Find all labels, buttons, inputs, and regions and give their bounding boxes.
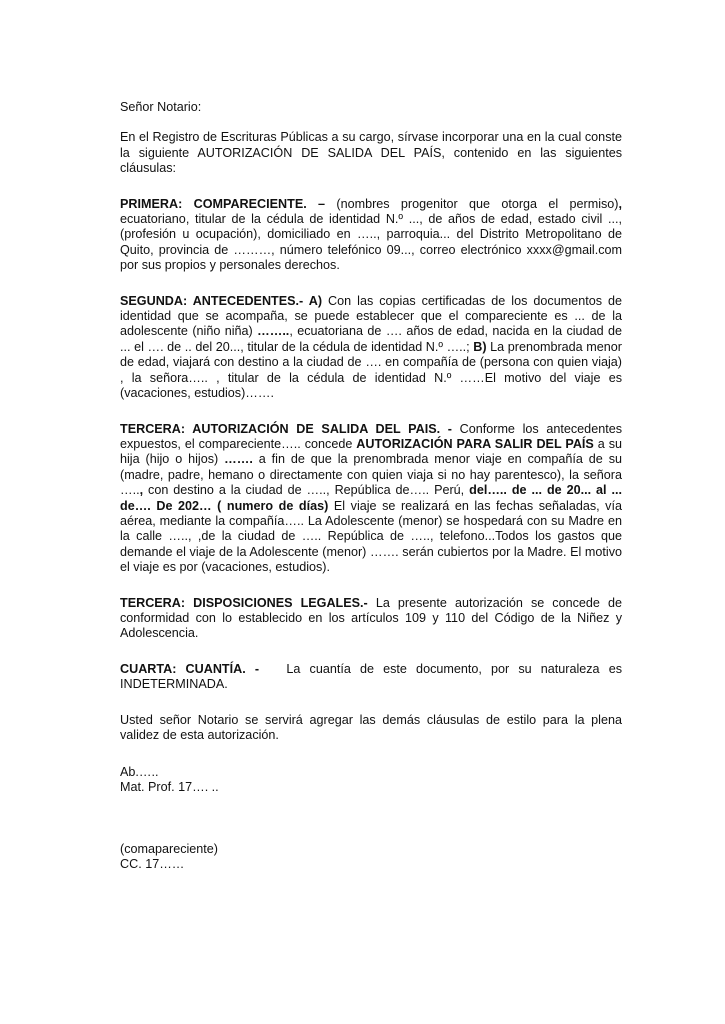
document-page [120, 100, 626, 872]
lawyer-registration: Mat. Prof. 17…. .. [120, 780, 219, 795]
clause-primera-heading: PRIMERA: COMPARECIENTE. – [120, 196, 326, 211]
clause-segunda-text-a-cont: , ecuatoriana de …. años de edad, nacida en la ciudad de ... el …. de .. del 20..., titular de la cédula de identidad N.º …..; [120, 324, 622, 354]
clause-tercera-disposiciones-text: La presente autorización se concede de conformidad con lo establecido en los artículos 109 y 110 del Código de la Niñez y Adolescencia. [120, 595, 623, 641]
lawyer-signature-block [120, 765, 219, 796]
clause-cuarta-heading: CUARTA: CUANTÍA. - [120, 661, 260, 676]
clause-primera-text: (nombres progenitor que otorga el permiso) [325, 196, 619, 211]
appearing-party-id: CC. 17…… [120, 857, 185, 872]
clause-tercera-text-4: con destino a la ciudad de ….., República de….. Perú, [143, 483, 470, 498]
clause-tercera-disposiciones-heading: TERCERA: DISPOSICIONES LEGALES.- [120, 595, 368, 610]
clause-tercera-bold-1: AUTORIZACIÓN PARA SALIR DEL PAÍS [356, 436, 594, 451]
appearing-party-name: (comapareciente) [120, 842, 218, 856]
appearing-party-signature-block [120, 842, 218, 873]
clause-segunda [120, 294, 622, 402]
clause-cuarta [120, 661, 626, 693]
clause-tercera-bold-4: del….. de ... de 20... al ... de…. De 202… ( numero de días) [120, 483, 622, 513]
clause-tercera-bold-2: ……. [224, 452, 253, 467]
salutation: Señor Notario: [120, 100, 202, 114]
clause-segunda-text-a: Con las copias certificadas de los documentos de identidad que se acompaña, se puede establecer que el compareciente es ... de la adolescente (niño niña) [120, 293, 622, 339]
clause-tercera-text-3: a fin de que la prenombrada menor viaje en compañía de su (madre, padre, hemano o directamente con quien viaja si no hay parentesco), la señora ….. [120, 452, 622, 498]
intro-paragraph: En el Registro de Escrituras Públicas a su cargo, sírvase incorporar una en la cual conste la siguiente AUTORIZACIÓN DE SALIDA DEL PAÍS, contenido en las siguientes cláusulas: [120, 130, 622, 176]
clause-segunda-label-b: B) [469, 339, 487, 354]
clause-tercera-autorizacion [120, 422, 622, 576]
clause-tercera-autorizacion-heading: TERCERA: AUTORIZACIÓN DE SALIDA DEL PAIS. - [120, 421, 452, 436]
clause-segunda-dots: …….. [257, 324, 290, 339]
clause-primera-comma: , [618, 196, 622, 211]
closing-paragraph: Usted señor Notario se servirá agregar las demás cláusulas de estilo para la plena validez de esta autorización. [120, 712, 622, 742]
clause-tercera-text-2: a su hija (hijo o hijos) [120, 436, 622, 467]
clause-tercera-text-5: El viaje se realizará en las fechas señaladas, vía aérea, mediante la compañía….. La Adolescente (menor) se hospedará con su Madre en la calle ….., ,de la ciudad de ….. República de ….., telefono...Todos los gastos que demande el viaje de la Adolescente (menor) ……. serán cubiertos por la Madre. El motivo el viaje es por (vacaciones, estudios). [120, 498, 622, 575]
clause-cuarta-text: La cuantía de este documento, por su naturaleza es INDETERMINADA. [120, 661, 626, 692]
clause-segunda-text-b: La prenombrada menor de edad, viajará con destino a la ciudad de …. en compañía de (persona con quien viaja) , la señora….. , titular de la cédula de identidad N.º ……El motivo del viaje es (vacaciones, estudios)……. [120, 339, 622, 401]
clause-primera [120, 197, 622, 274]
clause-tercera-bold-3: , [139, 483, 144, 498]
clause-segunda-label-a: A) [303, 293, 323, 308]
clause-tercera-text-1: Conforme los antecedentes expuestos, el compareciente….. concede [120, 421, 622, 451]
lawyer-name: Ab.….. [120, 765, 159, 779]
clause-primera-text-cont: ecuatoriano, titular de la cédula de identidad N.º ..., de años de edad, estado civil ..., (profesión u ocupación), domiciliado en ….., parroquia... del Distrito Metropolitano de Quito, provincia de ………, número telefónico 09..., correo electrónico xxxx@gmail.com por sus propios y personales derechos. [120, 212, 622, 273]
clause-segunda-heading: SEGUNDA: ANTECEDENTES.- [120, 293, 304, 308]
clause-tercera-disposiciones [120, 596, 622, 642]
